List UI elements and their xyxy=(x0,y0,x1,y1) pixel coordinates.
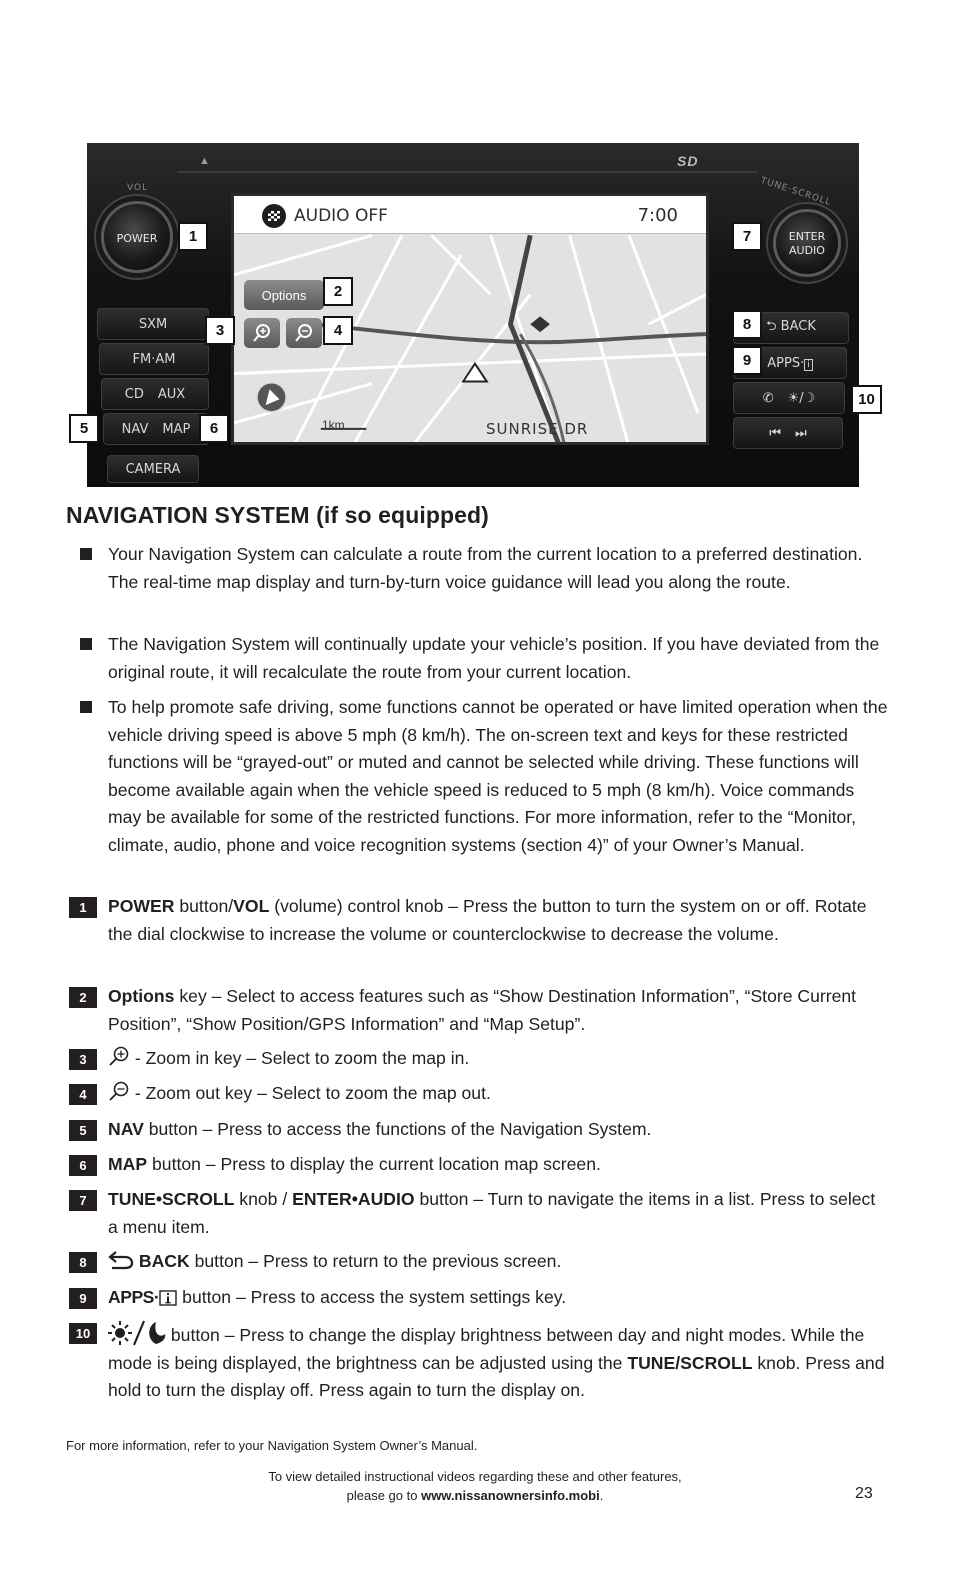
callout-3: 3 xyxy=(205,316,235,345)
bullet-paragraph-3: To help promote safe driving, some functions cannot be operated or have limited operation when the vehicle driving speed is above 5 mph (8 km/h). The on-screen text and keys for these restricted functions will be “grayed-out” or muted and cannot be selected while driving. These functions will become available again when the vehicle speed is reduced to 5 mph (8 km/h). Voice commands may be available for some of the restricted functions. For more information, refer to the “Monitor, climate, audio, phone and voice recognition systems (section 4)” of your Owner’s Manual. xyxy=(108,697,888,855)
screen-title: AUDIO OFF xyxy=(294,206,388,226)
enter-label: ENTER xyxy=(788,230,826,243)
vol-label: VOL xyxy=(127,183,149,193)
item-text: button – Press to change the display brightness between day and night modes. While the mode is being displayed, the brightness can be adjusted using the xyxy=(108,1325,865,1373)
item-power-vol xyxy=(108,893,888,948)
options-key: Options xyxy=(244,280,324,310)
zoom-in-key xyxy=(244,318,280,348)
nav-label: NAV xyxy=(121,421,149,437)
aux-label: AUX xyxy=(157,386,186,402)
item-bold: NAV xyxy=(108,1119,144,1139)
power-knob-label: POWER xyxy=(116,232,158,245)
seek-forward-icon: ⏭ xyxy=(795,425,807,441)
bullet-marker xyxy=(80,701,92,713)
bullet-marker xyxy=(80,548,92,560)
item-text: button – Press to display the current location map screen. xyxy=(147,1154,601,1174)
item-number-3: 3 xyxy=(69,1049,97,1070)
item-apps xyxy=(108,1284,888,1312)
item-zoom-in xyxy=(108,1045,888,1073)
audio-label: AUDIO xyxy=(789,244,825,257)
item-bold: TUNE/SCROLL xyxy=(627,1352,753,1373)
item-zoom-out xyxy=(108,1080,888,1108)
power-vol-knob xyxy=(101,201,173,273)
footnote: For more information, refer to your Navigation System Owner’s Manual. xyxy=(66,1438,478,1453)
callout-1: 1 xyxy=(178,222,208,251)
item-bold: POWER xyxy=(108,896,175,916)
item-number-10: 10 xyxy=(69,1323,97,1344)
item-options xyxy=(108,983,888,1038)
footer-text xyxy=(200,1467,750,1505)
apps-label: APPS· i xyxy=(767,356,812,371)
footer-line-1: To view detailed instructional videos regarding these and other features, xyxy=(268,1469,682,1484)
item-day-night xyxy=(108,1319,888,1405)
item-text: button – Turn to navigate the items in a list. Press to select a menu item. xyxy=(108,1189,876,1237)
zoom-out-key xyxy=(286,318,322,348)
sxm-button xyxy=(97,308,209,340)
item-tune-scroll xyxy=(108,1186,888,1241)
bullet-marker xyxy=(80,638,92,650)
item-text: button – Press to return to the previous screen. xyxy=(189,1251,562,1271)
screen-header xyxy=(234,196,706,234)
back-label: ⮌ BACK xyxy=(766,319,816,334)
fm-am-button xyxy=(99,343,209,375)
callout-5: 5 xyxy=(69,414,99,443)
item-back xyxy=(108,1248,888,1276)
item-number-5: 5 xyxy=(69,1120,97,1141)
sd-card-logo: SD xyxy=(677,153,699,169)
day-night-icon xyxy=(108,1319,166,1347)
camera-button xyxy=(107,455,199,483)
item-number-2: 2 xyxy=(69,987,97,1008)
zoom-out-icon xyxy=(294,323,314,343)
callout-2: 2 xyxy=(323,277,353,306)
checkered-flag-icon xyxy=(262,204,286,228)
item-text: - Zoom out key – Select to zoom the map out. xyxy=(130,1083,491,1103)
callout-9: 9 xyxy=(732,346,762,375)
item-text: button/ xyxy=(174,896,234,916)
callout-8: 8 xyxy=(732,310,762,339)
item-text: button – Press to access the functions of the Navigation System. xyxy=(143,1119,652,1139)
page-number: 23 xyxy=(855,1485,873,1502)
item-bold: APPS· xyxy=(108,1287,160,1307)
map-label: MAP xyxy=(162,421,191,437)
seek-buttons xyxy=(733,417,843,449)
item-bold: ENTER•AUDIO xyxy=(292,1189,415,1209)
sxm-label: SXM xyxy=(138,316,168,332)
seek-back-icon: ⏮ xyxy=(769,425,781,441)
item-number-4: 4 xyxy=(69,1084,97,1105)
map-scale-label: 1km xyxy=(322,418,345,432)
cd-label: CD xyxy=(124,386,144,402)
day-night-icon: ☀/☽ xyxy=(787,390,816,406)
phone-icon: ✆ xyxy=(762,390,774,406)
tune-scroll-label: TUNE·SCROLL xyxy=(759,175,833,209)
callout-10: 10 xyxy=(851,385,882,414)
item-number-7: 7 xyxy=(69,1190,97,1211)
info-box-icon xyxy=(159,1290,177,1306)
bullet-paragraph-1: Your Navigation System can calculate a route from the current location to a preferred destination. The real-time map display and turn-by-turn voice guidance will lead you along the route. xyxy=(108,544,863,592)
item-text: button – Press to access the system settings key. xyxy=(177,1287,567,1307)
screen-clock: 7:00 xyxy=(637,205,678,226)
callout-4: 4 xyxy=(323,316,353,345)
item-text: - Zoom in key – Select to zoom the map in. xyxy=(130,1048,470,1068)
footer-line-2: please go to www.nissanownersinfo.mobi. xyxy=(346,1488,604,1503)
item-text: knob / xyxy=(234,1189,293,1209)
callout-7: 7 xyxy=(732,222,762,251)
zoom-in-icon xyxy=(108,1045,130,1067)
zoom-out-icon xyxy=(108,1080,130,1102)
item-bold: Options xyxy=(108,986,175,1006)
item-number-8: 8 xyxy=(69,1252,97,1273)
footer-url-link[interactable]: www.nissanownersinfo.mobi xyxy=(421,1488,600,1503)
item-bold: BACK xyxy=(138,1251,190,1271)
section-heading: NAVIGATION SYSTEM (if so equipped) xyxy=(66,502,489,528)
callout-6: 6 xyxy=(199,414,229,443)
item-text: (volume) control knob – Press the button to turn the system on or off. Rotate the dial clockwise to increase the volume or counterclockwise to decrease the volume. xyxy=(108,896,867,944)
disc-slot xyxy=(177,153,757,173)
item-text: key – Select to access features such as “Show Destination Information”, “Store Current Position”, “Show Position/GPS Information” and “Map Setup”. xyxy=(108,986,857,1034)
back-arrow-icon xyxy=(108,1250,134,1270)
nav-screen xyxy=(231,193,709,445)
bullet-paragraph-2: The Navigation System will continually update your vehicle’s position. If you have deviated from the original route, it will recalculate the route from your current location. xyxy=(108,634,880,682)
street-name-label: SUNRISE DR xyxy=(486,420,589,438)
item-bold: VOL xyxy=(233,896,270,916)
phone-daynight-button xyxy=(733,382,845,414)
nav-map-button xyxy=(103,413,209,445)
fm-am-label: FM·AM xyxy=(132,351,176,367)
item-text: knob. Press and hold to turn the display off. Press again to turn the display on. xyxy=(108,1352,885,1400)
item-bold: TUNE•SCROLL xyxy=(108,1189,235,1209)
item-number-9: 9 xyxy=(69,1288,97,1309)
zoom-in-icon xyxy=(252,323,272,343)
item-bold: MAP xyxy=(108,1154,148,1174)
cd-aux-button xyxy=(101,378,209,410)
eject-icon: ▲ xyxy=(199,155,210,167)
item-number-6: 6 xyxy=(69,1155,97,1176)
item-number-1: 1 xyxy=(69,897,97,918)
camera-label: CAMERA xyxy=(125,461,181,477)
item-nav xyxy=(108,1116,888,1144)
item-map xyxy=(108,1151,888,1179)
tune-scroll-knob xyxy=(773,209,841,277)
